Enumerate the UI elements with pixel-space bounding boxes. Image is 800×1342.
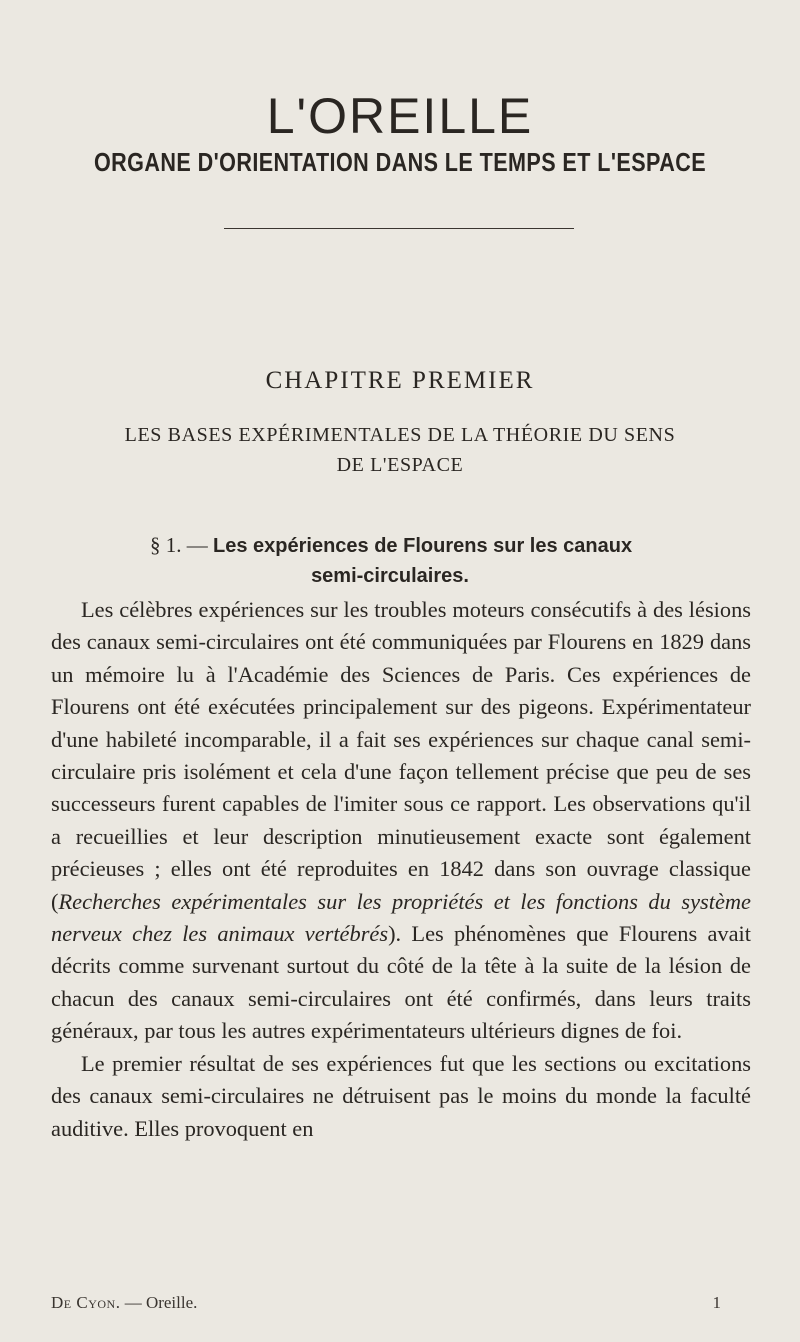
- section-number: § 1. —: [150, 533, 208, 557]
- chapter-subheading-line1: LES BASES EXPÉRIMENTALES DE LA THÉORIE DU SENS: [124, 424, 676, 446]
- paragraph-1: [51, 594, 751, 1048]
- page-number: 1: [712, 1293, 721, 1312]
- footer-separator: —: [124, 1293, 142, 1312]
- title-rule: [224, 228, 574, 229]
- chapter-heading: CHAPITRE PREMIER: [265, 367, 535, 394]
- chapter-subheading: [110, 420, 690, 480]
- footer-work: Oreille.: [145, 1293, 198, 1312]
- body-text: [51, 594, 751, 1145]
- page-title: L'OREILLE: [266, 88, 534, 144]
- paragraph-1-text-a: Les célèbres expériences sur les troubles moteurs consécutifs à des lésions des canaux semi-circulaires ont été communiquées par Flourens en 1829 dans un mémoire lu à l'Académie des Sciences de Paris. Ces expériences de Flourens ont été exécutées principalement sur des pigeons. Expérimentateur d'une habileté incomparable, il a fait ses expériences sur chaque canal semi-circulaire pris isolément et cela d'une façon tellement précise que peu de ses successeurs furent capables de l'imiter sous ce rapport. Les observations qu'il a recueillies et leur description minutieusement exacte sont également précieuses ; elles ont été reproduites en 1842 dans son ouvrage classique (: [51, 597, 751, 914]
- section-title-line1: Les expériences de Flourens sur les canaux: [213, 535, 633, 557]
- footer-author: De Cyon.: [51, 1293, 121, 1312]
- section-title-line2: semi-circulaires.: [311, 565, 469, 587]
- paragraph-1-text-b: ). Les phénomènes que Flourens avait décrits comme survenant surtout du côté de la tête à la suite de la lésion de chacun des canaux semi-circulaires ont été confirmés, dans leurs traits généraux, par tous les autres expérimentateurs ultérieurs dignes de foi.: [51, 921, 751, 1044]
- page-subtitle: ORGANE D'ORIENTATION DANS LE TEMPS ET L'ESPACE: [93, 147, 707, 177]
- footer-signature: [51, 1291, 197, 1315]
- section-heading: [150, 530, 750, 591]
- paragraph-2: Le premier résultat de ses expériences fut que les sections ou excitations des canaux semi-circulaires ne détruisent pas le moins du monde la faculté auditive. Elles provoquent en: [51, 1050, 751, 1141]
- chapter-subheading-line2: DE L'ESPACE: [336, 454, 464, 476]
- cited-work-title: Recherches expérimentales sur les propriétés et les fonctions du système nerveux chez les animaux vertébrés: [51, 888, 751, 947]
